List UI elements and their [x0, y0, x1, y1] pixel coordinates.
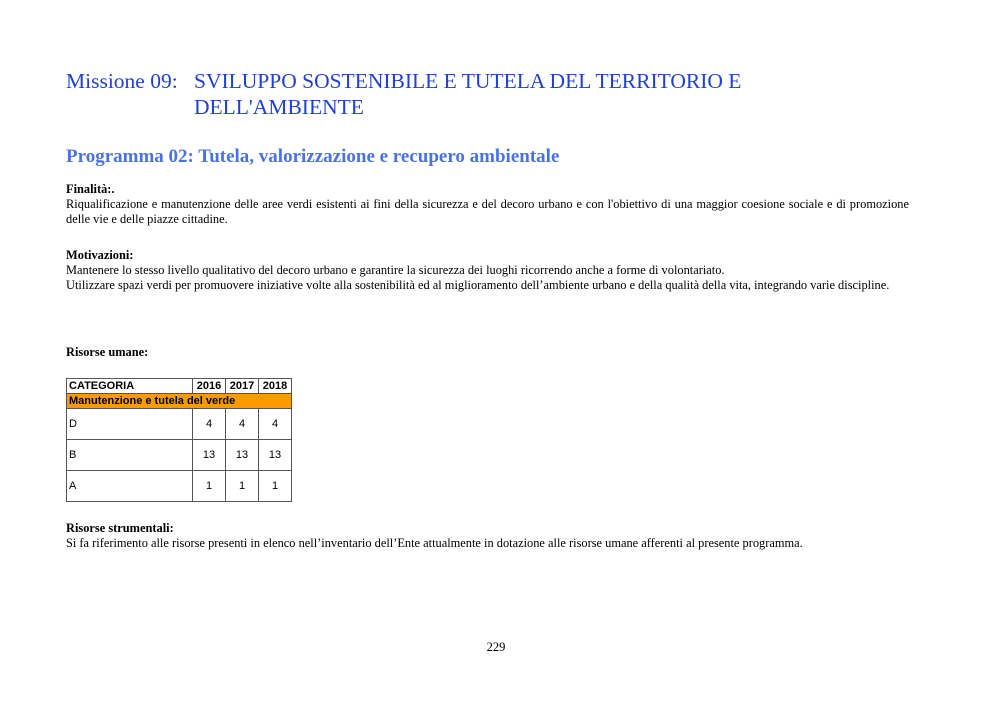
mission-text: SVILUPPO SOSTENIBILE E TUTELA DEL TERRITORIO E DELL'AMBIENTE: [194, 69, 742, 119]
table-cell-categoria: A: [67, 471, 193, 502]
risorse-umane-table: [66, 378, 292, 502]
table-row: [67, 440, 292, 471]
table-cell-value: 1: [259, 471, 292, 502]
page-number: 229: [486, 640, 506, 654]
risorse-strumentali-body: Si fa riferimento alle risorse presenti in elenco nell’inventario dell’Ente attualmente in dotazione alle risorse umane afferenti al presente programma.: [66, 536, 803, 550]
table-cell-categoria: B: [67, 440, 193, 471]
table-header-row: [67, 379, 292, 394]
table-cell-value: 4: [226, 409, 259, 440]
risorse-strumentali-section: [66, 521, 909, 551]
table-cell-value: 1: [193, 471, 226, 502]
table-header-2018: 2018: [259, 379, 292, 394]
table-cell-categoria: D: [67, 409, 193, 440]
risorse-umane-heading: Risorse umane:: [66, 345, 149, 359]
finalita-heading: Finalità:.: [66, 182, 115, 196]
risorse-strumentali-heading: Risorse strumentali:: [66, 521, 174, 535]
table-cell-value: 13: [259, 440, 292, 471]
table-group-row: [67, 394, 292, 409]
table-row: [67, 409, 292, 440]
motivazioni-paragraph: Mantenere lo stesso livello qualitativo del decoro urbano e garantire la sicurezza dei luoghi ricorrendo anche a forme di volontariato.: [66, 263, 725, 277]
finalita-body: Riqualificazione e manutenzione delle aree verdi esistenti ai fini della sicurezza e del decoro urbano e con l'obiettivo di una maggior coesione sociale e di promozione delle vie e delle piazze cittadine.: [66, 197, 909, 226]
mission-label: Missione 09:: [66, 69, 178, 93]
motivazioni-paragraph: Utilizzare spazi verdi per promuovere iniziative volte alla sostenibilità ed al miglioramento dell’ambiente urbano e della qualità della vita, integrando varie discipline.: [66, 278, 890, 292]
motivazioni-section: [66, 248, 909, 293]
table-header-categoria: CATEGORIA: [67, 379, 193, 394]
programma-title: Programma 02: Tutela, valorizzazione e recupero ambientale: [66, 146, 560, 167]
table-cell-value: 4: [259, 409, 292, 440]
table-header-2017: 2017: [226, 379, 259, 394]
finalita-section: [66, 182, 909, 227]
table-cell-value: 13: [226, 440, 259, 471]
risorse-umane-section: [66, 345, 909, 360]
table-header-2016: 2016: [193, 379, 226, 394]
table-cell-value: 4: [193, 409, 226, 440]
table-cell-value: 1: [226, 471, 259, 502]
table-row: [67, 471, 292, 502]
table-group-label: Manutenzione e tutela del verde: [67, 394, 292, 409]
motivazioni-heading: Motivazioni:: [66, 248, 134, 262]
table-cell-value: 13: [193, 440, 226, 471]
